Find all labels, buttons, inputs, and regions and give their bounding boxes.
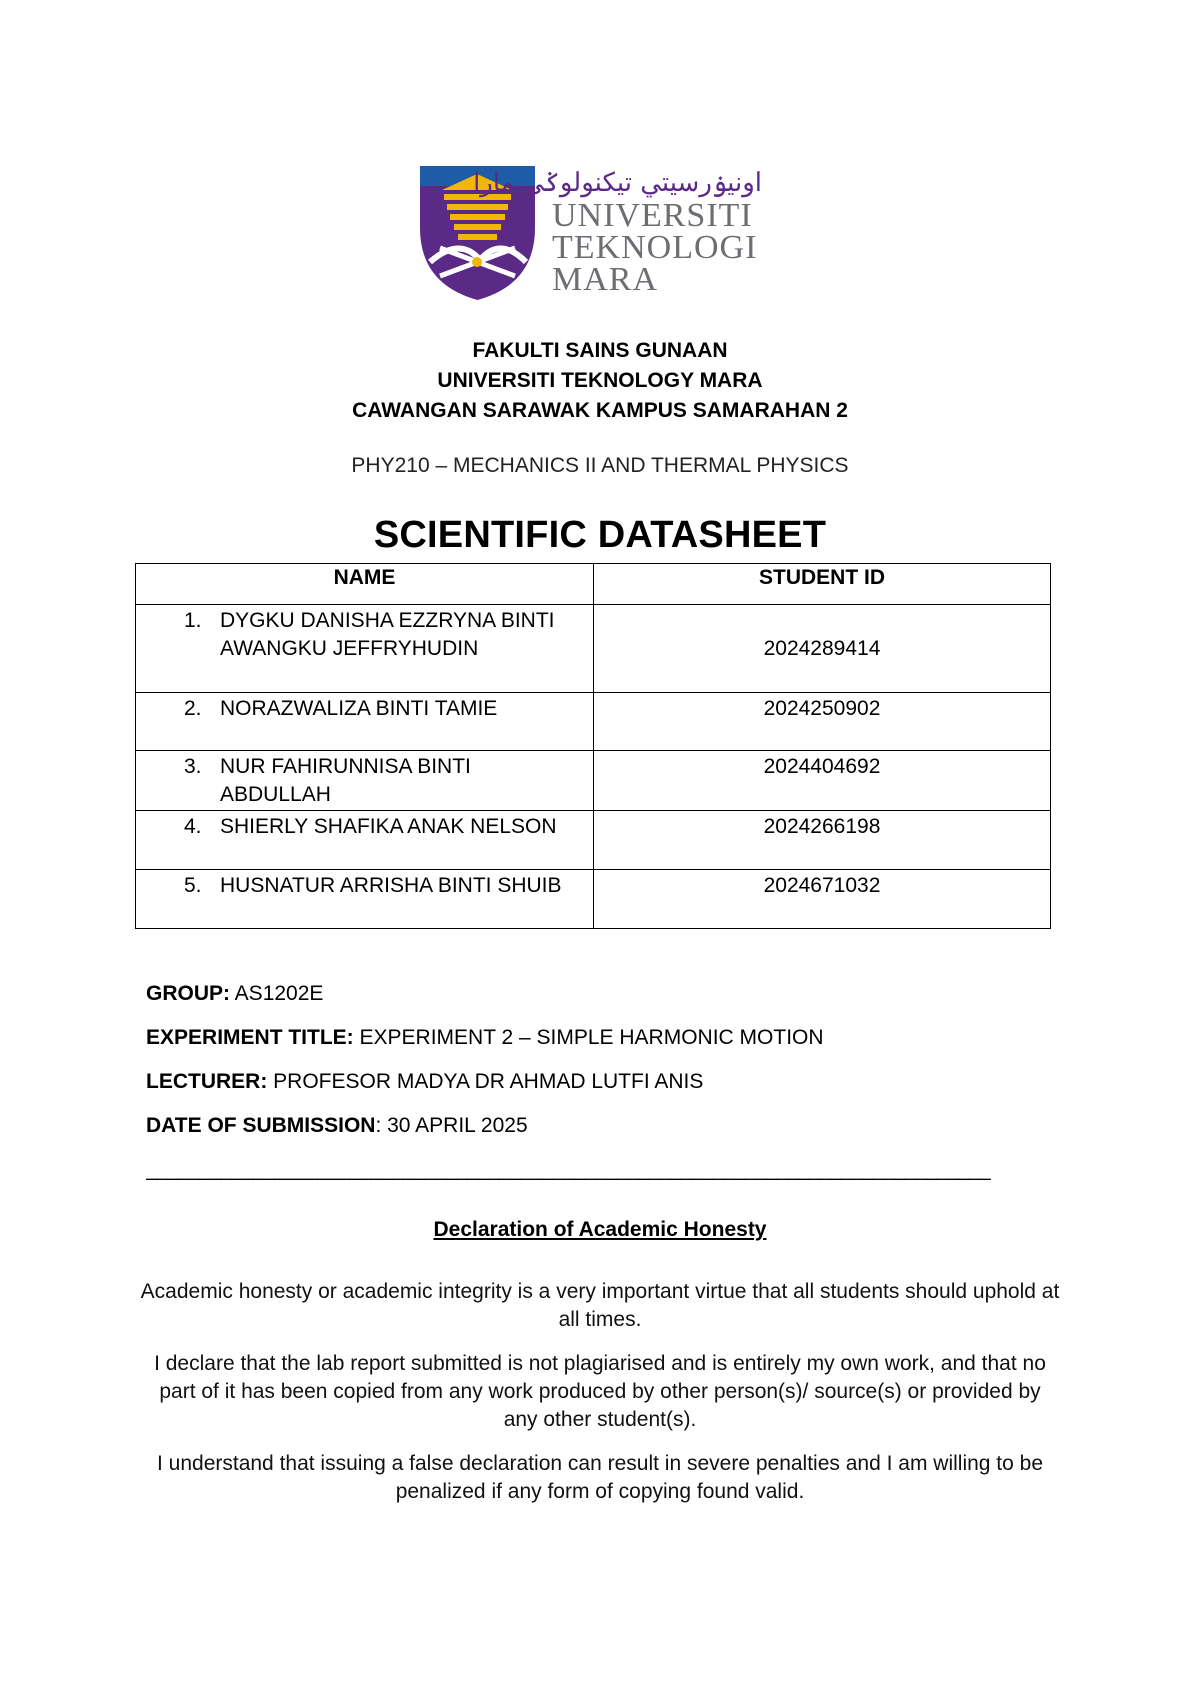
student-id: 2024266198 [763,815,881,838]
logo-wordmark [473,166,762,298]
member-name: NUR FAHIRUNNISA BINTI ABDULLAH [220,755,471,806]
name-cell [136,693,594,751]
row-number: 1. [184,609,202,632]
row-number: 3. [184,755,202,778]
name-cell [136,605,594,693]
separator-line: _______________________________________________________________________________ [146,1158,990,1181]
experiment-value: EXPERIMENT 2 – SIMPLE HARMONIC MOTION [353,1026,824,1049]
date-line [146,1114,528,1138]
table-row [136,751,1051,811]
name-cell [136,751,594,811]
lecturer-line [146,1070,703,1094]
table-header-row [136,564,1051,605]
student-id-cell [594,693,1051,751]
row-number: 2. [184,697,202,720]
student-id: 2024250902 [763,697,881,720]
document-title: SCIENTIFIC DATASHEET [373,514,827,556]
member-name: SHIERLY SHAFIKA ANAK NELSON [220,815,557,838]
date-value: : 30 APRIL 2025 [375,1114,528,1137]
group-value: AS1202E [230,982,324,1005]
declaration-heading: Declaration of Academic Honesty [433,1218,767,1241]
lecturer-value: PROFESOR MADYA DR AHMAD LUTFI ANIS [267,1070,704,1093]
experiment-label: EXPERIMENT TITLE: [146,1026,354,1049]
group-line [146,982,323,1006]
student-id: 2024671032 [763,874,881,897]
date-label: DATE OF SUBMISSION [146,1114,376,1137]
campus-heading: CAWANGAN SARAWAK KAMPUS SAMARAHAN 2 [352,399,848,422]
name-cell [136,811,594,870]
group-label: GROUP: [146,982,230,1005]
student-id-cell [594,811,1051,870]
student-id-cell [594,751,1051,811]
member-name: HUSNATUR ARRISHA BINTI SHUIB [220,874,562,897]
table-row [136,870,1051,929]
faculty-heading: FAKULTI SAINS GUNAAN [472,339,728,362]
declaration-paragraph-2: I declare that the lab report submitted is not plagiarised and is entirely my own work, and that no part of it has been copied from any work produced by other person(s)/ source(s) or provided by any other student(s). [154,1352,1046,1431]
member-name: DYGKU DANISHA EZZRYNA BINTI AWANGKU JEFFRYHUDIN [220,609,555,660]
course-title: PHY210 – MECHANICS II AND THERMAL PHYSICS [351,454,849,477]
table-row [136,811,1051,870]
declaration-paragraph-3: I understand that issuing a false declaration can result in severe penalties and I am willing to be penalized if any form of copying found valid. [156,1452,1044,1503]
name-cell [136,870,594,929]
members-table [135,563,1051,929]
university-heading: UNIVERSITI TEKNOLOGY MARA [437,369,763,392]
experiment-line [146,1026,824,1050]
column-header-name: NAME [136,564,594,605]
logo-line-universiti: UNIVERSITI [552,197,753,234]
row-number: 5. [184,874,202,897]
logo-line-mara: MARA [552,261,659,298]
student-id: 2024404692 [763,755,881,778]
student-id-cell [594,870,1051,929]
lecturer-label: LECTURER: [146,1070,268,1093]
table-row [136,605,1051,693]
member-name: NORAZWALIZA BINTI TAMIE [220,697,498,720]
column-header-student-id: STUDENT ID [594,564,1051,605]
declaration-paragraph-1: Academic honesty or academic integrity is a very important virtue that all students should uphold at all times. [140,1280,1060,1331]
table-row [136,693,1051,751]
row-number: 4. [184,815,202,838]
logo-line-teknologi: TEKNOLOGI [552,229,758,266]
student-id-cell [594,605,1051,693]
logo-jawi-text: اونيۏرسيتي تيكنولوݢي مارا [473,168,762,198]
student-id: 2024289414 [763,636,881,660]
